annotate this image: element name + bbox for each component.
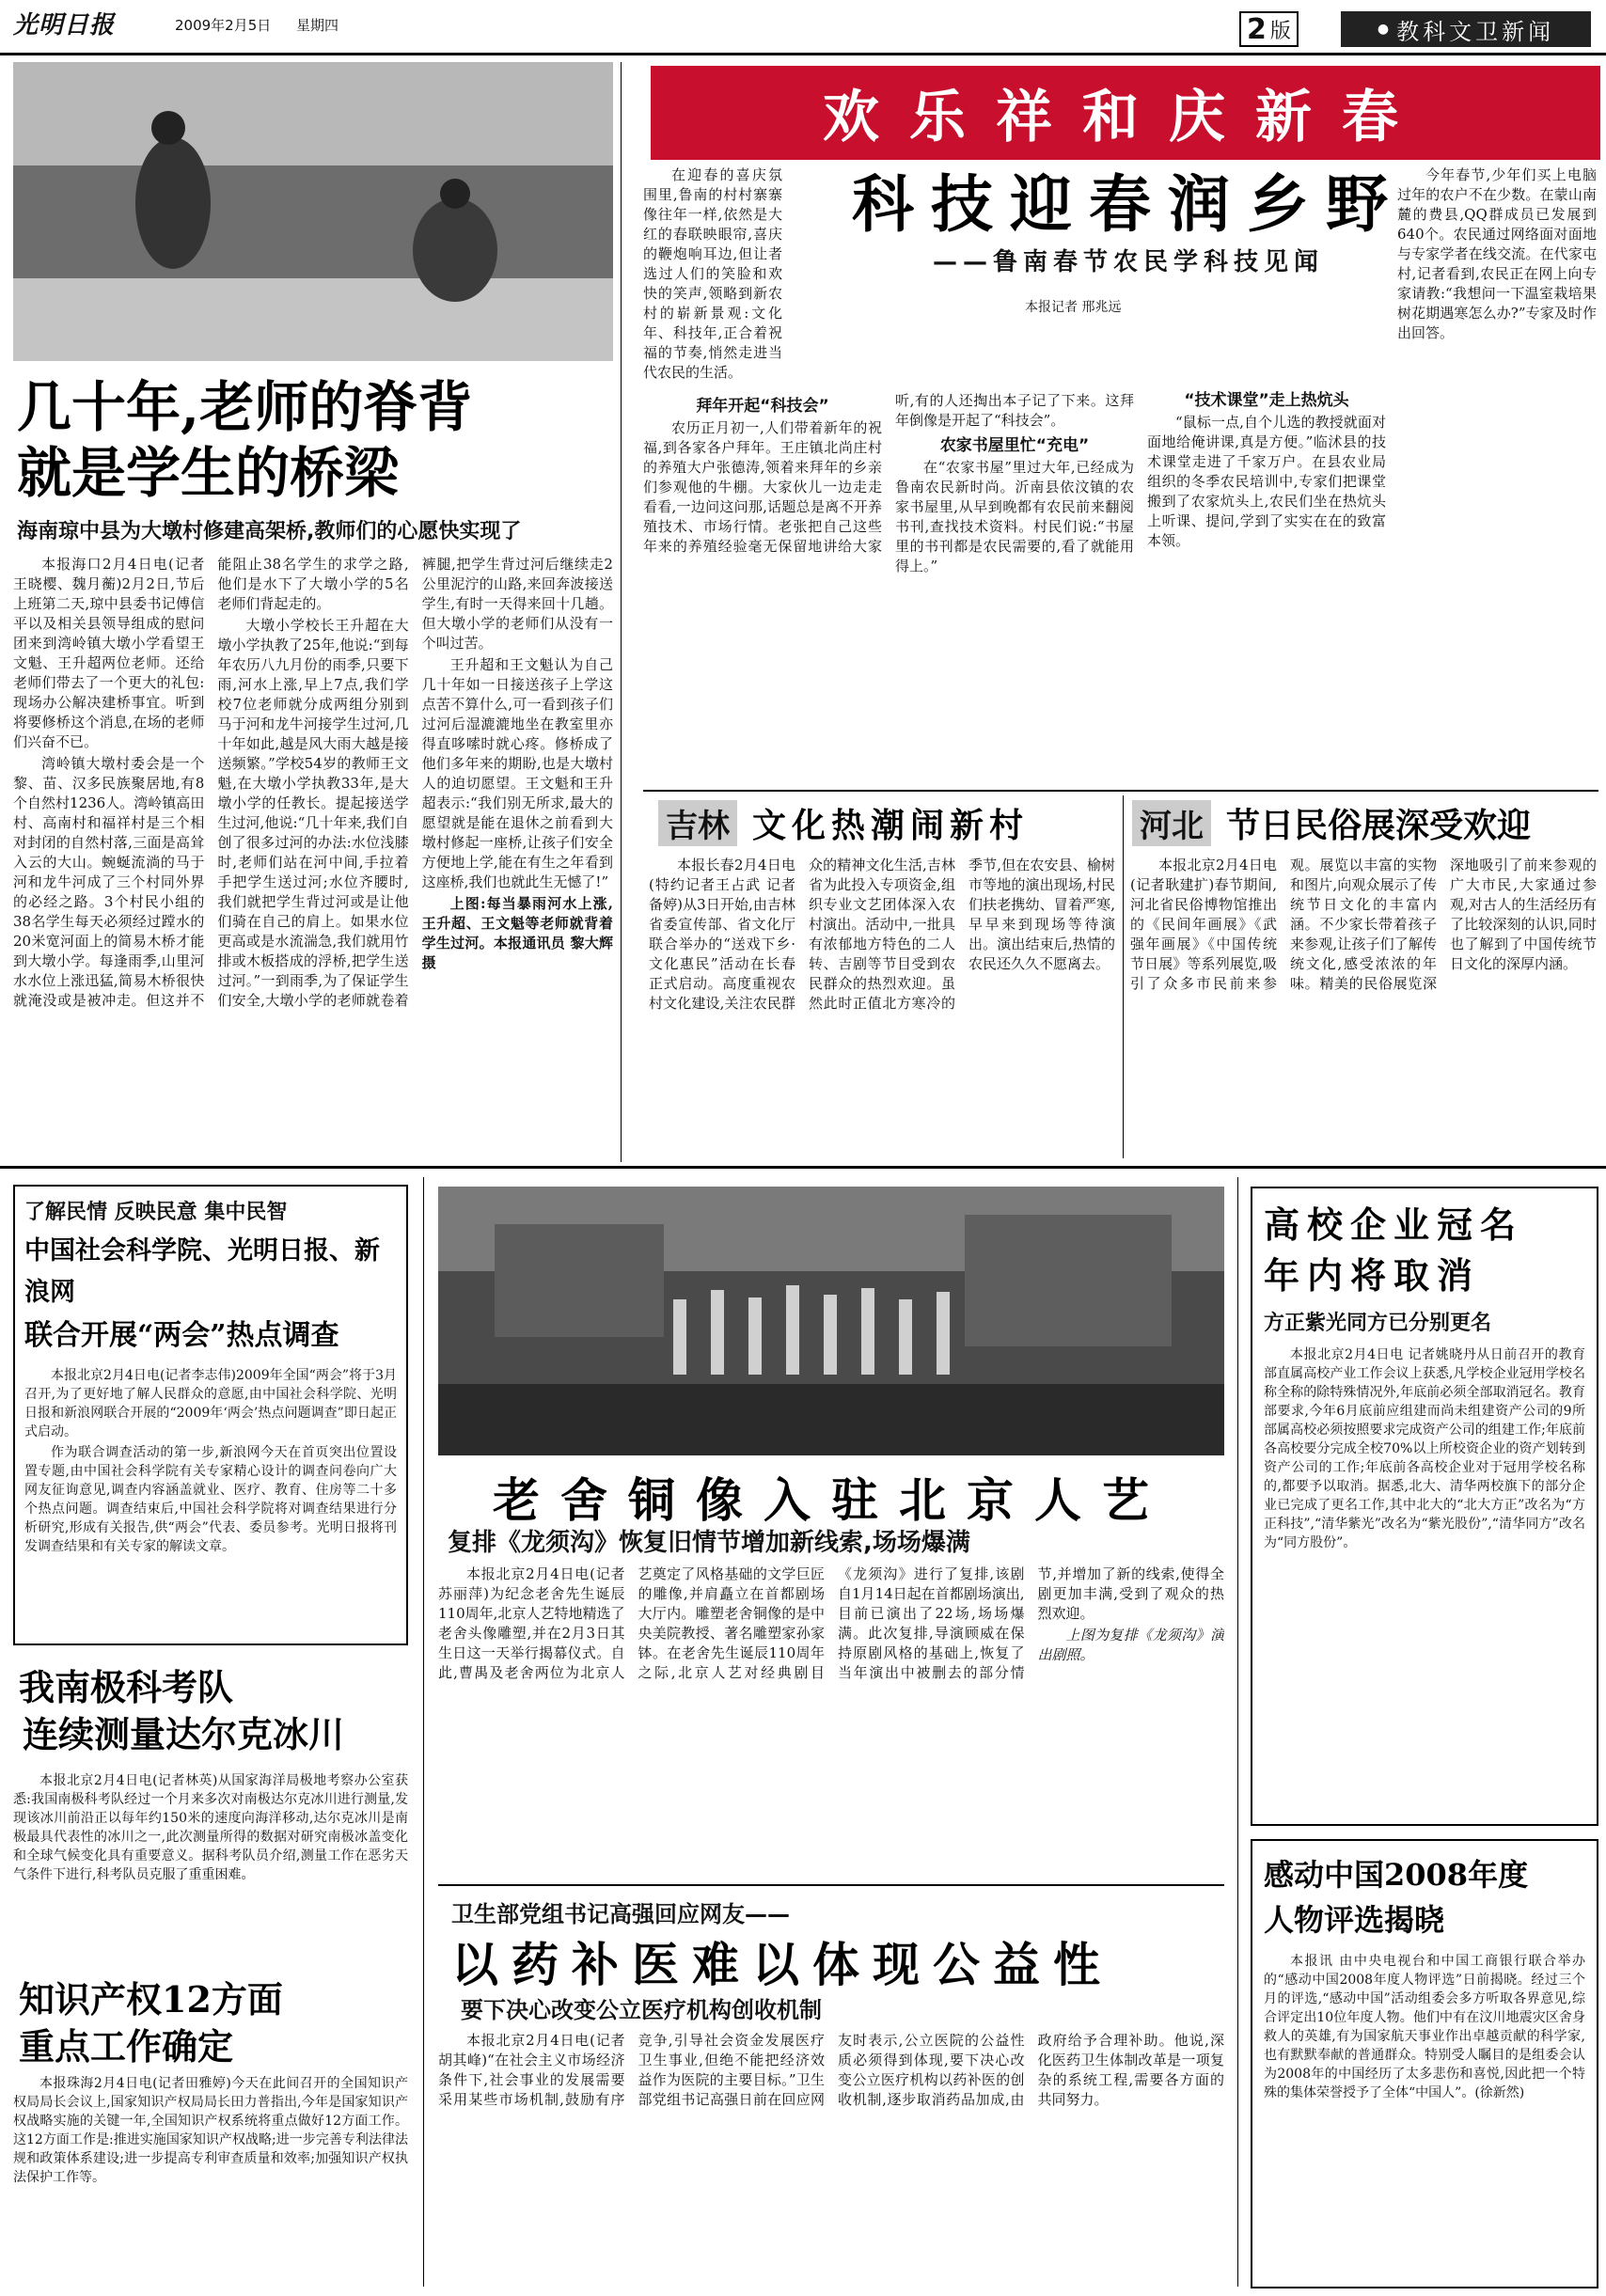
cass-kicker: 了解民情 反映民意 集中民智 bbox=[24, 1201, 288, 1224]
teacher-headline bbox=[17, 374, 615, 506]
laoshe-title: 老舍铜像入驻北京人艺 bbox=[493, 1472, 1170, 1528]
university-title-line2: 年内将取消 bbox=[1264, 1254, 1481, 1297]
river-crossing-image bbox=[13, 62, 613, 361]
teacher-paragraph: 湾岭镇大墩村委会是一个黎、苗、汉多民族聚居地,有8个自然村1236人。湾岭镇高田村、高南村和福祥村是三个相对封闭的自然村落,三面是高耸入云的大山。蜿蜒流淌的马于河和龙牛河成了三个村同外界的必经之路。3个村民小组的38名学生每天必须经过蹚水的20米宽河面上的简易木桥才能到大墩小学。每逢雨季,山里河水水位上涨迅猛,简易木桥很快就淹没或是被冲走。但这并不能阻止38名学生的求学之路,他们是水下了大墩小学的5名老师们背起走的。 bbox=[13, 556, 409, 1009]
play-photo bbox=[438, 1187, 1224, 1455]
teacher-paragraph: 本报海口2月4日电(记者王晓樱、魏月蘅)2月2日,节后上班第二天,琼中县委书记傅信平以及相关县领导组成的慰问团来到湾岭镇大墩小学看望王文魁、王升超两位老师。还给老师们带去了一个更大的礼包:现场办公解决建桥事宜。听到将要修桥这个消息,在场的老师们兴奋不已。 bbox=[13, 556, 205, 750]
teacher-body bbox=[13, 555, 613, 1156]
teacher-title-line2: 就是学生的桥梁 bbox=[17, 441, 400, 505]
teacher-paragraph: 王升超和王文魁认为自己几十年如一日接送孩子上学这点苦不算什么,可一看到孩子们过河后湿漉漉地坐在教室里亦得直哆嗦时就心疼。修桥成了他们多年来的期盼,也是大墩村人的迫切愿望。王文魁和王升超表示:“我们别无所求,最大的愿望就是能在退休之前看到大墩村修起一座桥,让孩子们安全方便地上学,能在有生之年看到这座桥,我们也就此生无憾了!” bbox=[421, 656, 613, 890]
university-subtitle: 方正紫光同方已分别更名 bbox=[1264, 1312, 1492, 1335]
tech-header bbox=[790, 165, 1467, 288]
antarctic-title-line2: 连续测量达尔克冰川 bbox=[23, 1713, 345, 1755]
cass-paragraph: 作为联合调查活动的第一步,新浪网今天在首页突出位置设置专题,由中国社会科学院有关专家精心设计的调查问卷向广大网友征询意见,调查内容涵盖就业、医疗、教育、住房等二十多个热点问题。调查结束后,中国社会科学院将对调查结果进行分析研究,形成有关报告,供“两会”代表、委员参考。光明日报将刊发调查结果和有关专家的解读文章。 bbox=[24, 1445, 397, 1554]
ip-title-line1: 知识产权12方面 bbox=[19, 1978, 283, 2021]
teacher-subtitle: 海南琼中县为大墩村修建高架桥,教师们的心愿快实现了 bbox=[17, 520, 522, 543]
hebei-title: 节日民俗展深受欢迎 bbox=[1226, 805, 1532, 845]
touching-title-line2: 人物评选揭晓 bbox=[1264, 1902, 1445, 1938]
tech-subhead: 农家书屋里忙“充电” bbox=[939, 436, 1090, 455]
teacher-title-line1: 几十年,老师的脊背 bbox=[17, 375, 473, 439]
page-fold-rule bbox=[0, 1166, 1606, 1169]
university-box bbox=[1251, 1187, 1598, 1826]
teacher-paragraph: 大墩小学校长王升超在大墩小学执教了25年,他说:“到每年农历八九月份的雨季,只要下雨,河水上涨,早上7点,我们学校7位老师就分成两组分别到马于河和龙牛河接学生过河,几十年如此,越是风大雨大越是接送频繁。”学校54岁的教师王文魁,在大墩小学执教33年,是大墩小学的任教长。提起接送学生过河,他说:“几十年来,我们自创了很多过河的办法:水位浅膝时,老师们站在河中间,手拉着手把学生送过河;水位齐腰时,我们就把学生背过河或是让他们骑在自己的肩上。如果水位更高或是水流湍急,我们就用竹排或木板搭成的浮桥,把学生送过河。”一到雨季,为了保证学生们安全,大墩小学的老师就卷着裤腿,把学生背过河后继续走2公里泥泞的山路,来回奔波接送学生,有时一天得来回十几趟。但大墩小学的老师们从没有一个叫过苦。 bbox=[217, 556, 613, 1009]
column-divider bbox=[1237, 1177, 1238, 2287]
cass-body bbox=[24, 1366, 397, 1556]
ip-title-line2: 重点工作确定 bbox=[19, 2025, 234, 2068]
tech-byline: 本报记者 邢兆远 bbox=[1025, 300, 1122, 315]
tech-subhead: 拜年开起“科技会” bbox=[696, 397, 829, 416]
section-name-box bbox=[1341, 11, 1591, 47]
page-number: 2 bbox=[1247, 12, 1267, 46]
section-name: 教科文卫新闻 bbox=[1396, 18, 1555, 45]
stage-scene-image bbox=[438, 1187, 1224, 1455]
banner-title: 欢乐祥和庆新春 bbox=[823, 85, 1428, 150]
laoshe-caption: 上图为复排《龙须沟》演出剧照。 bbox=[1037, 1627, 1224, 1663]
antarctic-body: 本报北京2月4日电(记者林英)从国家海洋局极地考察办公室获悉:我国南极科考队经过一个月来多次对南极达尔克冰川进行测量,发现该冰川前沿正以每年约150米的速度向海洋移动,达尔克冰川是南极最具代表性的冰川之一,此次测量所得的数据对研究南极冰盖变化和全球气候变化具有重要意义。据科考队员介绍,测量工作在恶劣天气条件下进行,科考队员克服了重重困难。 bbox=[13, 1773, 408, 1882]
cass-title-line2: 联合开展“两会”热点调查 bbox=[24, 1319, 339, 1352]
section-rule bbox=[643, 790, 1598, 792]
masthead bbox=[0, 0, 1606, 53]
page-unit: 版 bbox=[1269, 19, 1291, 43]
tech-paragraph: 农历正月初一,人们带着新年的祝福,到各家各户拜年。王庄镇北尚庄村的养殖大户张德涛,领着来拜年的乡亲们参观他的牛棚。大家伙儿一边走走看看,一边问这问那,话题总是离不开养殖技术、市场行情。老张把自己这些年来的养殖经验毫无保留地讲给大家听,有的人还掏出本子记了下来。这拜年倒像是开起了“科技会”。 bbox=[643, 392, 1134, 555]
cass-title-line1: 中国社会科学院、光明日报、新浪网 bbox=[24, 1236, 380, 1307]
tech-paragraph: 在“农家书屋”里过大年,已经成为鲁南农民新时尚。沂南县依汶镇的农家书屋里,从早到晚都有农民前来翻阅书刊,查找技术资料。村民们说:“书屋里的书刊都是农民需要的,看了就能用得上。” bbox=[895, 459, 1134, 574]
health-title: 以药补医难以体现公益性 bbox=[451, 1937, 1113, 1992]
section-rule bbox=[438, 1884, 1224, 1886]
tech-body bbox=[643, 391, 1386, 777]
cass-paragraph: 本报北京2月4日电(记者李志伟)2009年全国“两会”将于3月召开,为了更好地了解人民群众的意愿,由中国社会科学院、光明日报和新浪网联合开展的“2009年‘两会’热点问题调查”即日起正式启动。 bbox=[24, 1368, 397, 1439]
cass-box bbox=[13, 1185, 408, 1645]
hebei-tag: 河北 bbox=[1132, 800, 1211, 846]
jilin-body: 本报长春2月4日电(特约记者王占武 记者备婷)从3日开始,由吉林省委宣传部、省文化厅联合举办的“送戏下乡·文化惠民”活动在长春正式启动。高度重视农村文化建设,关注农民群众的精神文化生活,吉林省为此投入专项资金,组织专业文艺团体深入农村演出。活动中,一批具有浓郁地方特色的二人转、吉剧等节目受到农民群众的热烈欢迎。虽然此时正值北方寒冷的季节,但在农安县、榆树市等地的演出现场,村民们扶老携幼、冒着严寒,早早来到现场等待演出。演出结束后,热情的农民还久久不愿离去。 bbox=[649, 857, 1115, 1012]
health-body: 本报北京2月4日电(记者胡其峰)“在社会主义市场经济条件下,社会事业的发展需要采用某些市场机制,鼓励有序竞争,引导社会资金发展医疗卫生事业,但绝不能把经济效益作为医院的主要目标。”卫生部党组书记高强日前在回应网友时表示,公立医院的公益性质必须得到体现,要下决心改变公立医疗机构以药补医的创收机制,逐步取消药品加成,由政府给予合理补助。他说,深化医药卫生体制改革是一项复杂的系统工程,需要各方面的共同努力。 bbox=[438, 2032, 1224, 2108]
health-kicker: 卫生部党组书记高强回应网友—— bbox=[451, 1901, 790, 1927]
touching-china-box bbox=[1251, 1839, 1598, 2288]
newspaper-logo: 光明日报 bbox=[13, 11, 116, 39]
jilin-header bbox=[658, 799, 1110, 846]
tech-paragraph: “鼠标一点,自个儿选的教授就面对面地给俺讲课,真是方便。”临沭县的技术课堂走进了千家万户。在县农业局组织的冬季农民培训中,专家们把课堂搬到了农家炕头上,农民们坐在热炕头上听课、提问,学到了实实在在的致富本领。 bbox=[1147, 414, 1386, 549]
antarctic-headline bbox=[19, 1664, 414, 1758]
issue-weekday: 星期四 bbox=[296, 17, 339, 34]
laoshe-subtitle: 复排《龙须沟》恢复旧情节增加新线索,场场爆满 bbox=[448, 1529, 970, 1557]
health-subtitle: 要下决心改变公立医疗机构创收机制 bbox=[461, 1997, 822, 2023]
bullet-icon: ● bbox=[1377, 22, 1390, 37]
laoshe-paragraph: 本报北京2月4日电(记者苏丽萍)为纪念老舍先生诞辰110周年,北京人艺特地精选了老舍头像雕塑,并在2月3日其生日这一天举行揭幕仪式。自此,曹禺及老舍两位为北京人艺奠定了风格基础的文学巨匠的雕像,并肩矗立在首都剧场大厅内。雕塑老舍铜像的是中央美院教授、著名雕塑家孙家钵。在老舍先生诞辰110周年之际,北京人艺对经典剧目《龙须沟》进行了复排,该剧自1月14日起在首都剧场演出,目前已演出了22场,场场爆满。此次复排,导演顾威在保持原剧风格的基础上,恢复了当年演出中被删去的部分情节,并增加了新的线索,使得全剧更加丰满,受到了观众的热烈欢迎。 bbox=[438, 1565, 1224, 1681]
antarctic-title-line1: 我南极科考队 bbox=[19, 1666, 234, 1708]
tech-title: 科技迎春润乡野 bbox=[852, 167, 1405, 241]
jilin-tag: 吉林 bbox=[658, 800, 737, 846]
teacher-photo bbox=[13, 62, 613, 361]
column-divider bbox=[621, 62, 622, 1162]
laoshe-body bbox=[438, 1565, 1224, 1865]
masthead-rule bbox=[0, 53, 1606, 55]
right-top-column: 今年春节,少年们买上电脑过年的农户不在少数。在蒙山南麓的费县,QQ群成员已发展到640个。农民通过网络面对面地与专家学者在线交流。在代家屯村,记者看到,农民正在网上向专家请教:“我想问一下温室栽培果树花期遇寒怎么办?”专家及时作出回答。 bbox=[1397, 166, 1597, 341]
issue-date: 2009年2月5日 bbox=[175, 17, 272, 34]
column-divider bbox=[1123, 795, 1124, 1158]
touching-body: 本报讯 由中央电视台和中国工商银行联合举办的“感动中国2008年度人物评选”日前揭晓。经过三个月的评选,“感动中国”活动组委会多方听取各界意见,综合评定出10位年度人物。他们中有在汶川地震灾区舍身救人的英雄,有为国家航天事业作出卓越贡献的科学家,也有默默奉献的普通群众。特别受人瞩目的是组委会认为2008年的中国经历了太多悲伤和喜悦,因此把一个特殊的集体荣誉授予了全体“中国人”。(徐新然) bbox=[1264, 1954, 1585, 2100]
tech-lead: 在迎春的喜庆氛围里,鲁南的村村寨寨像往年一样,依然是大红的春联映眼帘,喜庆的鞭炮响耳边,但让者选过人们的笑脸和欢快的笑声,领略到新农村的崭新景观:文化年、科技年,正合着祝福的节奏,悄然走进当代农民的生活。 bbox=[643, 166, 782, 381]
touching-title-line1: 感动中国2008年度 bbox=[1264, 1857, 1529, 1893]
ip-headline bbox=[19, 1976, 414, 2070]
hebei-header bbox=[1132, 799, 1597, 846]
page-number-box bbox=[1239, 11, 1299, 47]
jilin-title: 文化热潮闹新村 bbox=[752, 805, 1030, 845]
festival-banner bbox=[651, 66, 1600, 160]
university-body: 本报北京2月4日电 记者姚晓丹从日前召开的教育部直属高校产业工作会议上获悉,凡学校企业冠用学校名称全称的除特殊情况外,年底前必须全部取消冠名。教育部要求,今年6月底前应组建而尚未组建资产公司的9所部属高校必须按照要求完成资产公司的组建工作;年底前各高校要分完成全校70%以上所校资企业的资产划转到资产公司的工作;年底前各高校企业对于冠用学校名称的,都要予以取消。据悉,北大、清华两校旗下的部分企业已完成了更名工作,其中北大的“北大方正”改名为“方正科技”,“清华紫光”改名为“紫光股份”,“清华同方”改名为“同方股份”。 bbox=[1264, 1347, 1585, 1550]
ip-body: 本报珠海2月4日电(记者田雅婷)今天在此间召开的全国知识产权局局长会议上,国家知识产权局局长田力普指出,今年是国家知识产权战略实施的关键一年,全国知识产权系统将重点做好12方面工作。这12方面工作是:推进实施国家知识产权战略;进一步完善专利法律法规和政策体系建设;进一步提高专利审查质量和效率;加强知识产权执法保护工作等。 bbox=[13, 2076, 408, 2185]
tech-subtitle: ——鲁南春节农民学科技见闻 bbox=[932, 248, 1324, 276]
university-title-line1: 高校企业冠名 bbox=[1264, 1203, 1524, 1246]
column-divider bbox=[423, 1177, 424, 2287]
photo-caption: 上图:每当暴雨河水上涨,王升超、王文魁等老师就背着学生过河。本报通讯员 黎大辉摄 bbox=[421, 895, 613, 971]
hebei-body: 本报北京2月4日电(记者耿建扩)春节期间,河北省民俗博物馆推出的《民间年画展》《武强年画展》《中国传统节日展》等系列展览,吸引了众多市民前来参观。展览以丰富的实物和图片,向观众展示了传统节日文化的丰富内涵。不少家长带着孩子来参观,让孩子们了解传统文化,感受浓浓的年味。精美的民俗展览深深地吸引了前来参观的广大市民,大家通过参观,对古人的生活经历有了比较深刻的认识,同时也了解到了中国传统节日文化的深厚内涵。 bbox=[1130, 857, 1597, 992]
tech-subhead: “技术课堂”走上热炕头 bbox=[1184, 391, 1349, 410]
